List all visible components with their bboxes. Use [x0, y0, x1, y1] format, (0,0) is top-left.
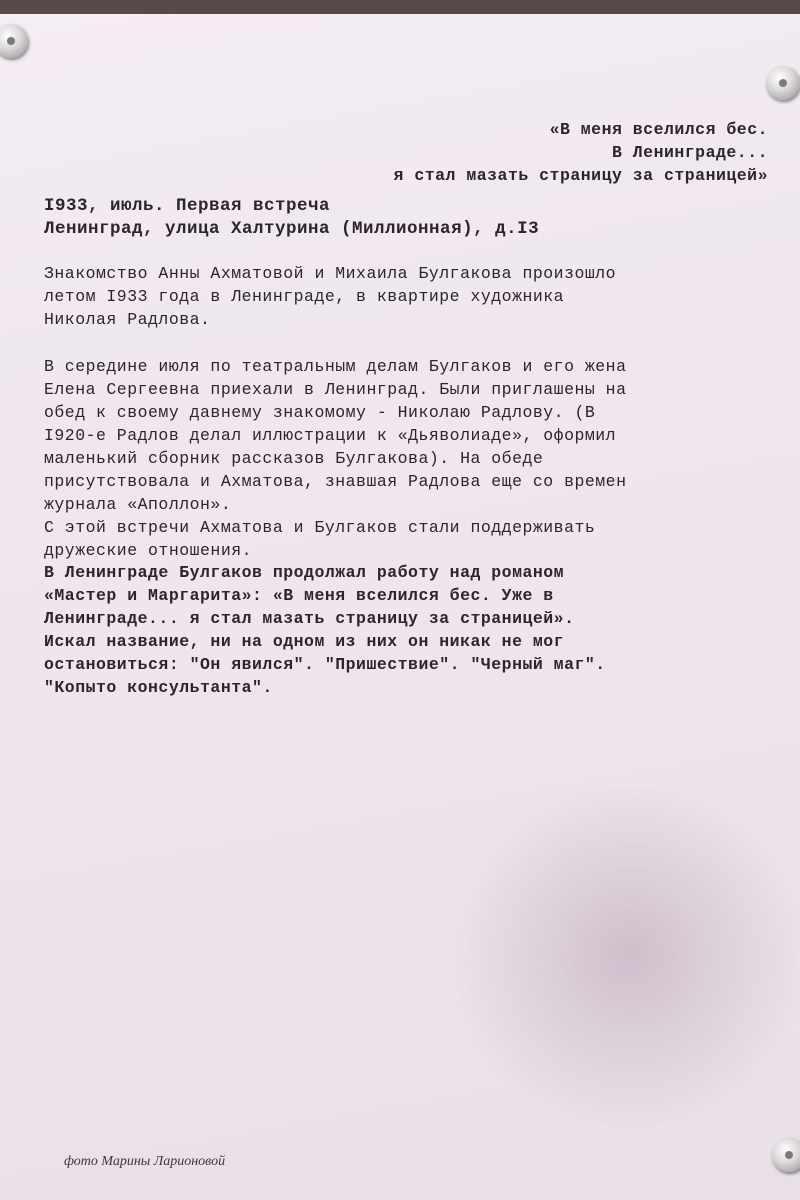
paragraph-line: присутствовала и Ахматова, знавшая Радлова еще со времен [44, 472, 627, 491]
paragraph-line: В Ленинграде Булгаков продолжал работу над романом [44, 563, 565, 582]
paragraph-line: обед к своему давнему знакомому - Николаю Радлову. (В [44, 403, 596, 422]
heading-address: Ленинград, улица Халтурина (Миллионная), д.I3 [44, 219, 540, 239]
paragraph-line: журнала «Аполлон». [44, 495, 232, 514]
epigraph-line: я стал мазать страницу за страницей» [393, 166, 768, 185]
photo-credit: фото Марины Ларионовой [64, 1154, 226, 1169]
pushpin-icon [772, 1138, 800, 1172]
paragraph-line: Елена Сергеевна приехали в Ленинград. Были приглашены на [44, 380, 627, 399]
paragraph-line: «Мастер и Маргарита»: «В меня вселился бес. Уже в [44, 586, 554, 605]
paragraph-line: Николая Радлова. [44, 310, 211, 329]
paragraph-line: маленький сборник рассказов Булгакова). На обеде [44, 449, 544, 468]
pushpin-icon [766, 66, 800, 100]
shadow-area [450, 774, 800, 1134]
paragraph-line: дружеские отношения. [44, 541, 253, 560]
paragraph-line: "Копыто консультанта". [44, 678, 273, 697]
typewritten-sheet [0, 14, 800, 1200]
paragraph-line: Ленинграде... я стал мазать страницу за страницей». [44, 609, 575, 628]
paragraph-line: летом I933 года в Ленинграде, в квартире художника [44, 287, 565, 306]
paragraph-line: остановиться: "Он явился". "Пришествие". "Черный маг". [44, 655, 606, 674]
epigraph-line: В Ленинграде... [611, 143, 768, 162]
paragraph-3 [44, 561, 770, 699]
paragraph-line: I920-е Радлов делал иллюстрации к «Дьяволиаде», оформил [44, 426, 617, 445]
epigraph [260, 118, 768, 187]
paragraph-line: Знакомство Анны Ахматовой и Михаила Булгакова произошло [44, 264, 617, 283]
paragraph-2 [44, 355, 770, 562]
paragraph-line: С этой встречи Ахматова и Булгаков стали поддерживать [44, 518, 596, 537]
epigraph-line: «В меня вселился бес. [549, 120, 768, 139]
paragraph-1 [44, 262, 770, 331]
document-heading [44, 195, 539, 241]
heading-date: I933, июль. Первая встреча [44, 196, 331, 216]
paragraph-line: В середине июля по театральным делам Булгаков и его жена [44, 357, 627, 376]
paragraph-line: Искал название, ни на одном из них он никак не мог [44, 632, 565, 651]
